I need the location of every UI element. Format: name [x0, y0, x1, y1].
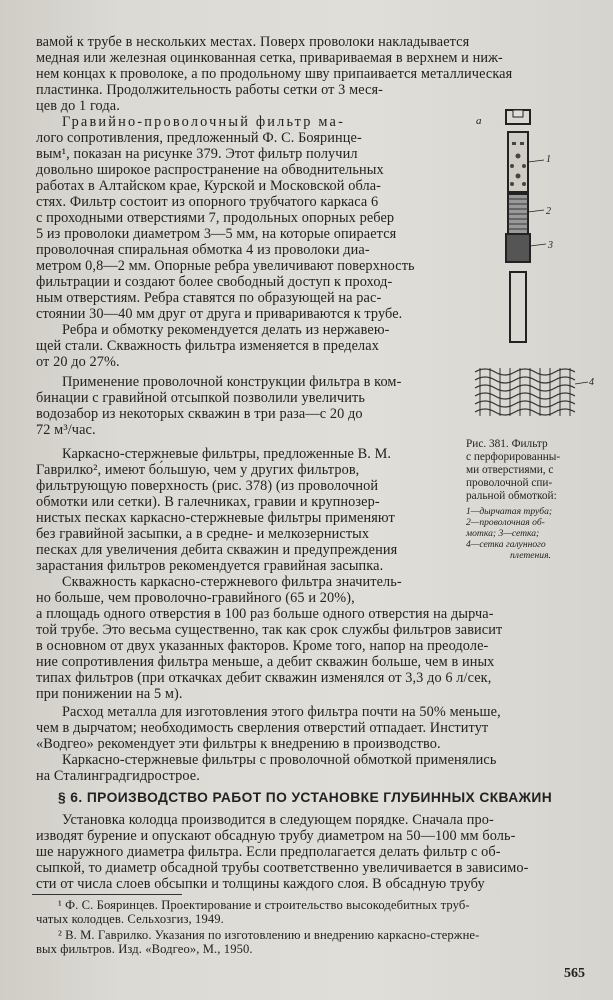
- text-line: с проходными отверстиями 7, продольных опорных ребер: [36, 210, 395, 226]
- text-line: пластинка. Продолжительность работы сетки от 3 меся-: [36, 82, 384, 98]
- text-line: бинации с гравийной отсыпкой позволили увеличить: [36, 390, 365, 406]
- text-line: изводят бурение и опускают обсадную трубу диаметром на 50—100 мм боль-: [36, 828, 516, 844]
- text-line: зарастания фильтров рекомендуется гравийная засыпка.: [36, 558, 384, 574]
- text-line: Каркасно-стержневые фильтры, предложенные В. М.: [62, 446, 392, 462]
- text-line: фильтрующую поверхность (рис. 378) (из проволочной: [36, 478, 379, 494]
- text-line: вамой к трубе в нескольких местах. Поверх проволоки накладывается: [36, 34, 470, 50]
- text-line: а площадь одного отверстия в 100 раз больше одного отверстия на дырча-: [36, 606, 494, 622]
- footnote-divider: [32, 894, 182, 895]
- text-line: Применение проволочной конструкции фильтра в ком-: [62, 374, 402, 390]
- text-line: при понижении на 5 м).: [36, 686, 183, 702]
- text-line: Гравийно-проволочный фильтр ма-: [62, 114, 346, 130]
- legend-line: 1—дырчатая труба;: [466, 506, 553, 517]
- text-line: довольно широкое распространение на обводнительных: [36, 162, 384, 178]
- section-heading: § 6. ПРОИЗВОДСТВО РАБОТ ПО УСТАНОВКЕ ГЛУБИННЫХ СКВАЖИН: [58, 790, 553, 805]
- legend-line: 4—сетка галунного: [466, 539, 546, 550]
- legend-line: мотка; 3—сетка;: [466, 528, 540, 539]
- text-line: вым¹, показан на рисунке 379. Этот фильтр получил: [36, 146, 358, 162]
- text-line: типах фильтров (при откачках дебит скважин изменялся от 3,3 до 6 л/сек,: [36, 670, 492, 686]
- callout-2: 2: [546, 206, 551, 217]
- legend-line: плетения.: [510, 550, 551, 561]
- text-line: ным отверстиям. Ребра ставятся по образующей на рас-: [36, 290, 382, 306]
- text-line: сти от числа слоев обсыпки и толщины каждого слоя. В обсадную трубу: [36, 876, 485, 892]
- text-line: Гаврилко², имеют бо́льшую, чем у других фильтров,: [36, 462, 360, 478]
- text-line: стях. Фильтр состоит из опорного трубчатого каркаса 6: [36, 194, 379, 210]
- text-line: ше наружного диаметра фильтра. Если предполагается делать фильтр с об-: [36, 844, 501, 860]
- footnote-line: чатых колодцев. Сельхозгиз, 1949.: [36, 912, 224, 926]
- filter-figure: [466, 104, 606, 364]
- text-line: без гравийной засыпки, а в средне- и мелкозернистых: [36, 526, 370, 542]
- callout-1: 1: [546, 154, 551, 165]
- footnote-line: вых фильтров. Изд. «Водгео», М., 1950.: [36, 942, 253, 956]
- text-line: в основном от двух указанных факторов. Кроме того, напор на преодоле-: [36, 638, 489, 654]
- text-line: Каркасно-стержневые фильтры с проволочной обмоткой применялись: [62, 752, 497, 768]
- text-line: водозабор из некоторых скважин в три раза—с 20 до: [36, 406, 363, 422]
- figure-label-a: а: [476, 115, 482, 127]
- caption-line: ральной обмоткой:: [466, 490, 557, 502]
- text-line: 5 из проволоки диаметром 3—5 мм, на которые опирается: [36, 226, 397, 242]
- text-line: Установка колодца производится в следующем порядке. Сначала про-: [62, 812, 494, 828]
- text-line: работах в Алтайском крае, Курской и Московской обла-: [36, 178, 382, 194]
- text-line: цев до 1 года.: [36, 98, 120, 114]
- caption-line: ми отверстиями, с: [466, 464, 554, 476]
- caption-line: Рис. 381. Фильтр: [466, 438, 548, 450]
- callout-3: 3: [548, 240, 553, 251]
- page-number: 565: [564, 966, 585, 981]
- text-line: проволочная спиральная обмотка 4 из проволоки диа-: [36, 242, 370, 258]
- text-line: ние сопротивления фильтра меньше, а дебит скважин больше, чем в иных: [36, 654, 495, 670]
- text-line: Скважность каркасно-стержневого фильтра значитель-: [62, 574, 402, 590]
- text-line: от 20 до 27%.: [36, 354, 120, 370]
- text-line: но больше, чем проволочно-гравийного (65 и 20%),: [36, 590, 355, 606]
- text-line: «Водгео» рекомендует эти фильтры к внедрению в производство.: [36, 736, 441, 752]
- text-line: метром 0,8—2 мм. Опорные ребра увеличивают поверхность: [36, 258, 415, 274]
- text-line: стоянии 30—40 мм друг от друга и привариваются к трубе.: [36, 306, 403, 322]
- text-line: нем концах к проволоке, а по продольному шву припаивается металлическая: [36, 66, 513, 82]
- woven-mesh-detail: [470, 362, 600, 422]
- footnote-line: ¹ Ф. С. Бояринцев. Проектирование и строительство высокодебитных труб-: [58, 898, 470, 912]
- text-line: щей стали. Скважность фильтра изменяется в пределах: [36, 338, 379, 354]
- text-line: 72 м³/час.: [36, 422, 96, 438]
- text-line: Расход металла для изготовления этого фильтра почти на 50% меньше,: [62, 704, 501, 720]
- footnote-line: ² В. М. Гаврилко. Указания по изготовлению и внедрению каркасно-стержне-: [58, 928, 480, 942]
- text-line: лого сопротивления, предложенный Ф. С. Бояринце-: [36, 130, 362, 146]
- caption-line: с перфорированны-: [466, 451, 561, 463]
- text-line: обмотки или сетки). В галечниках, гравии и крупнозер-: [36, 494, 380, 510]
- text-line: сыпкой, то диаметр обсадной трубы соответственно увеличивается в зависимо-: [36, 860, 529, 876]
- text-line: той трубе. Это весьма существенно, так как срок службы фильтров зависит: [36, 622, 503, 638]
- caption-line: проволочной спи-: [466, 477, 553, 489]
- callout-4: 4: [589, 377, 594, 388]
- text-line: Ребра и обмотку рекомендуется делать из нержавею-: [62, 322, 390, 338]
- legend-line: 2—проволочная об-: [466, 517, 545, 528]
- text-line: на Сталинградгидрострое.: [36, 768, 200, 784]
- text-line: чем в дырчатом; необходимость сверления отверстий отпадает. Институт: [36, 720, 489, 736]
- text-line: медная или железная оцинкованная сетка, привариваемая в верхнем и ниж-: [36, 50, 503, 66]
- text-line: нистых песках каркасно-стержневые фильтры применяют: [36, 510, 395, 526]
- text-line: фильтрации и создают более свободный доступ к проход-: [36, 274, 393, 290]
- text-line: песках для увеличения дебита скважин и предупреждения: [36, 542, 398, 558]
